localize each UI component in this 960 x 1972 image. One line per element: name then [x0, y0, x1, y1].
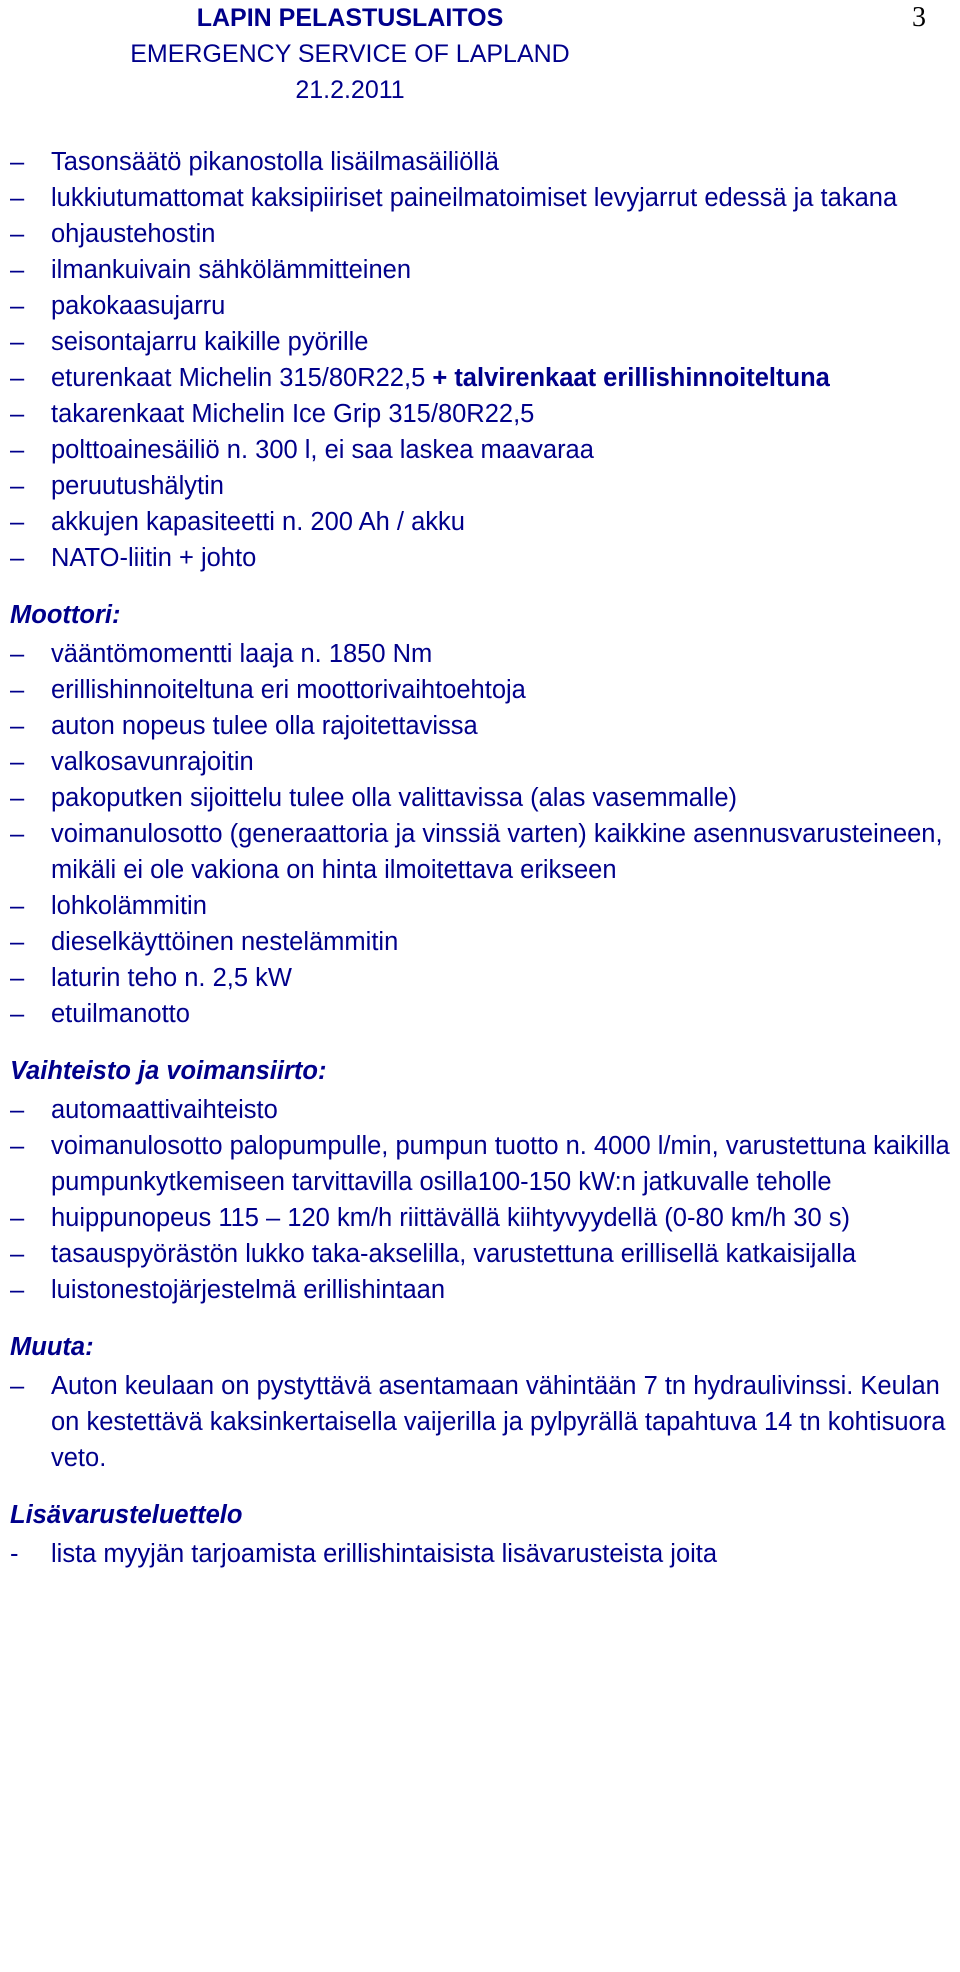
- list-item-text: eturenkaat Michelin 315/80R22,5: [51, 364, 433, 392]
- dash-bullet: –: [10, 1132, 25, 1160]
- list-item-text: tasauspyörästön lukko taka-akselilla, varustettuna erillisellä katkaisijalla: [51, 1240, 857, 1268]
- list-item-text: erillishinnoiteltuna eri moottorivaihtoehtoja: [51, 676, 526, 704]
- list-item: [10, 540, 960, 576]
- list-item-text: polttoainesäiliö n. 300 l, ei saa laskea maavaraa: [51, 436, 594, 464]
- list-item: [10, 504, 960, 540]
- dash-bullet: –: [10, 892, 25, 920]
- dash-bullet: –: [10, 184, 25, 212]
- list-item-text: dieselkäyttöinen nestelämmitin: [51, 928, 399, 956]
- spec-sections: [10, 594, 960, 1476]
- dash-bullet: –: [10, 748, 25, 776]
- list-item-text: automaattivaihteisto: [51, 1096, 278, 1124]
- dash-bullet: –: [10, 292, 25, 320]
- list-item-text: seisontajarru kaikille pyörille: [51, 328, 369, 356]
- list-item: [10, 780, 960, 816]
- page-header: [80, 0, 620, 108]
- section-list: [10, 636, 960, 1032]
- list-item: [10, 924, 960, 960]
- list-item-text: pakokaasujarru: [51, 292, 226, 320]
- list-item-text: luistonestojärjestelmä erillishintaan: [51, 1276, 446, 1304]
- dash-bullet: –: [10, 364, 25, 392]
- list-item-text: voimanulosotto palopumpulle, pumpun tuotto n. 4000 l/min, varustettuna kaikilla pumpunkytkemiseen tarvittavilla osilla100-150 kW:n jatkuvalle teholle: [51, 1132, 950, 1196]
- list-item-text: laturin teho n. 2,5 kW: [51, 964, 292, 992]
- section-heading: Moottori:: [10, 601, 121, 629]
- dash-bullet: –: [10, 640, 25, 668]
- list-item: [10, 708, 960, 744]
- section-heading: Muuta:: [10, 1333, 94, 1361]
- dash-bullet: –: [10, 508, 25, 536]
- list-item-text: NATO-liitin + johto: [51, 544, 257, 572]
- list-item-text: valkosavunrajoitin: [51, 748, 254, 776]
- list-item: [10, 888, 960, 924]
- section-list: [10, 1368, 960, 1476]
- dash-bullet: –: [10, 676, 25, 704]
- dash-bullet: –: [10, 220, 25, 248]
- dash-bullet: –: [10, 328, 25, 356]
- dash-bullet: –: [10, 400, 25, 428]
- list-item: [10, 744, 960, 780]
- list-item-text: Tasonsäätö pikanostolla lisäilmasäiliöllä: [51, 148, 499, 176]
- dash-bullet: –: [10, 1372, 25, 1400]
- page-number: 3: [912, 2, 926, 33]
- list-item-text: lukkiutumattomat kaksipiiriset paineilmatoimiset levyjarrut edessä ja takana: [51, 184, 898, 212]
- dash-bullet: –: [10, 1240, 25, 1268]
- dash-bullet: –: [10, 436, 25, 464]
- list-item-text: ilmankuivain sähkölämmitteinen: [51, 256, 412, 284]
- list-item: [10, 360, 960, 396]
- dash-bullet: –: [10, 712, 25, 740]
- org-name-en: EMERGENCY SERVICE OF LAPLAND: [130, 40, 570, 68]
- dash-bullet: –: [10, 1204, 25, 1232]
- extras-section: [10, 1494, 960, 1572]
- list-item: [10, 1092, 960, 1128]
- dash-bullet: –: [10, 928, 25, 956]
- org-name-fi: LAPIN PELASTUSLAITOS: [196, 4, 504, 32]
- document-body: [10, 144, 960, 1572]
- extras-list: [10, 1536, 960, 1572]
- section-heading-extras: Lisävarusteluettelo: [10, 1501, 243, 1529]
- list-item: [10, 468, 960, 504]
- dash-bullet: –: [10, 544, 25, 572]
- dash-bullet: –: [10, 820, 25, 848]
- list-item: [10, 672, 960, 708]
- list-item-text: akkujen kapasiteetti n. 200 Ah / akku: [51, 508, 465, 536]
- dash-bullet: –: [10, 1000, 25, 1028]
- dash-bullet: –: [10, 148, 25, 176]
- list-item: [10, 1200, 960, 1236]
- list-item: [10, 996, 960, 1032]
- list-item-text: Auton keulaan on pystyttävä asentamaan vähintään 7 tn hydraulivinssi. Keulan on kestettävä kaksinkertaisella vaijerilla ja pylpyrällä tapahtuva 14 tn kohtisuora veto.: [51, 1372, 946, 1472]
- document-date: 21.2.2011: [295, 76, 405, 104]
- dash-bullet: –: [10, 784, 25, 812]
- list-item-text: lohkolämmitin: [51, 892, 207, 920]
- list-item: [10, 960, 960, 996]
- list-item-bold-text: + talvirenkaat erillishinnoiteltuna: [432, 364, 830, 392]
- list-item-text: pakoputken sijoittelu tulee olla valittavissa (alas vasemmalle): [51, 784, 737, 812]
- list-item-text: takarenkaat Michelin Ice Grip 315/80R22,5: [51, 400, 535, 428]
- list-item: [10, 636, 960, 672]
- list-item-text: auton nopeus tulee olla rajoitettavissa: [51, 712, 478, 740]
- list-item-text: peruutushälytin: [51, 472, 224, 500]
- list-item-text: huippunopeus 115 – 120 km/h riittävällä kiihtyvyydellä (0-80 km/h 30 s): [51, 1204, 850, 1232]
- list-item: [10, 816, 960, 888]
- dash-bullet: –: [10, 256, 25, 284]
- list-item: [10, 180, 960, 216]
- list-item: [10, 288, 960, 324]
- list-item-text: lista myyjän tarjoamista erillishintaisista lisävarusteista joita: [51, 1540, 718, 1568]
- section-list: [10, 1092, 960, 1308]
- list-item: [10, 1536, 960, 1572]
- dash-bullet: –: [10, 1096, 25, 1124]
- list-item-text: voimanulosotto (generaattoria ja vinssiä varten) kaikkine asennusvarusteineen, mikäli ei ole vakiona on hinta ilmoitettava erikseen: [51, 820, 943, 884]
- list-item: [10, 396, 960, 432]
- list-item: [10, 1272, 960, 1308]
- list-item: [10, 144, 960, 180]
- dash-bullet: –: [10, 1276, 25, 1304]
- list-item: [10, 1236, 960, 1272]
- list-item: [10, 1368, 960, 1476]
- dash-bullet: –: [10, 472, 25, 500]
- list-item: [10, 252, 960, 288]
- list-item-text: etuilmanotto: [51, 1000, 190, 1028]
- list-item-text: vääntömomentti laaja n. 1850 Nm: [51, 640, 433, 668]
- equipment-list: [10, 144, 960, 576]
- list-item-text: ohjaustehostin: [51, 220, 216, 248]
- list-item: [10, 432, 960, 468]
- list-item: [10, 216, 960, 252]
- list-item: [10, 1128, 960, 1200]
- list-item: [10, 324, 960, 360]
- section-heading: Vaihteisto ja voimansiirto:: [10, 1057, 327, 1085]
- dash-bullet: -: [10, 1540, 19, 1568]
- dash-bullet: –: [10, 964, 25, 992]
